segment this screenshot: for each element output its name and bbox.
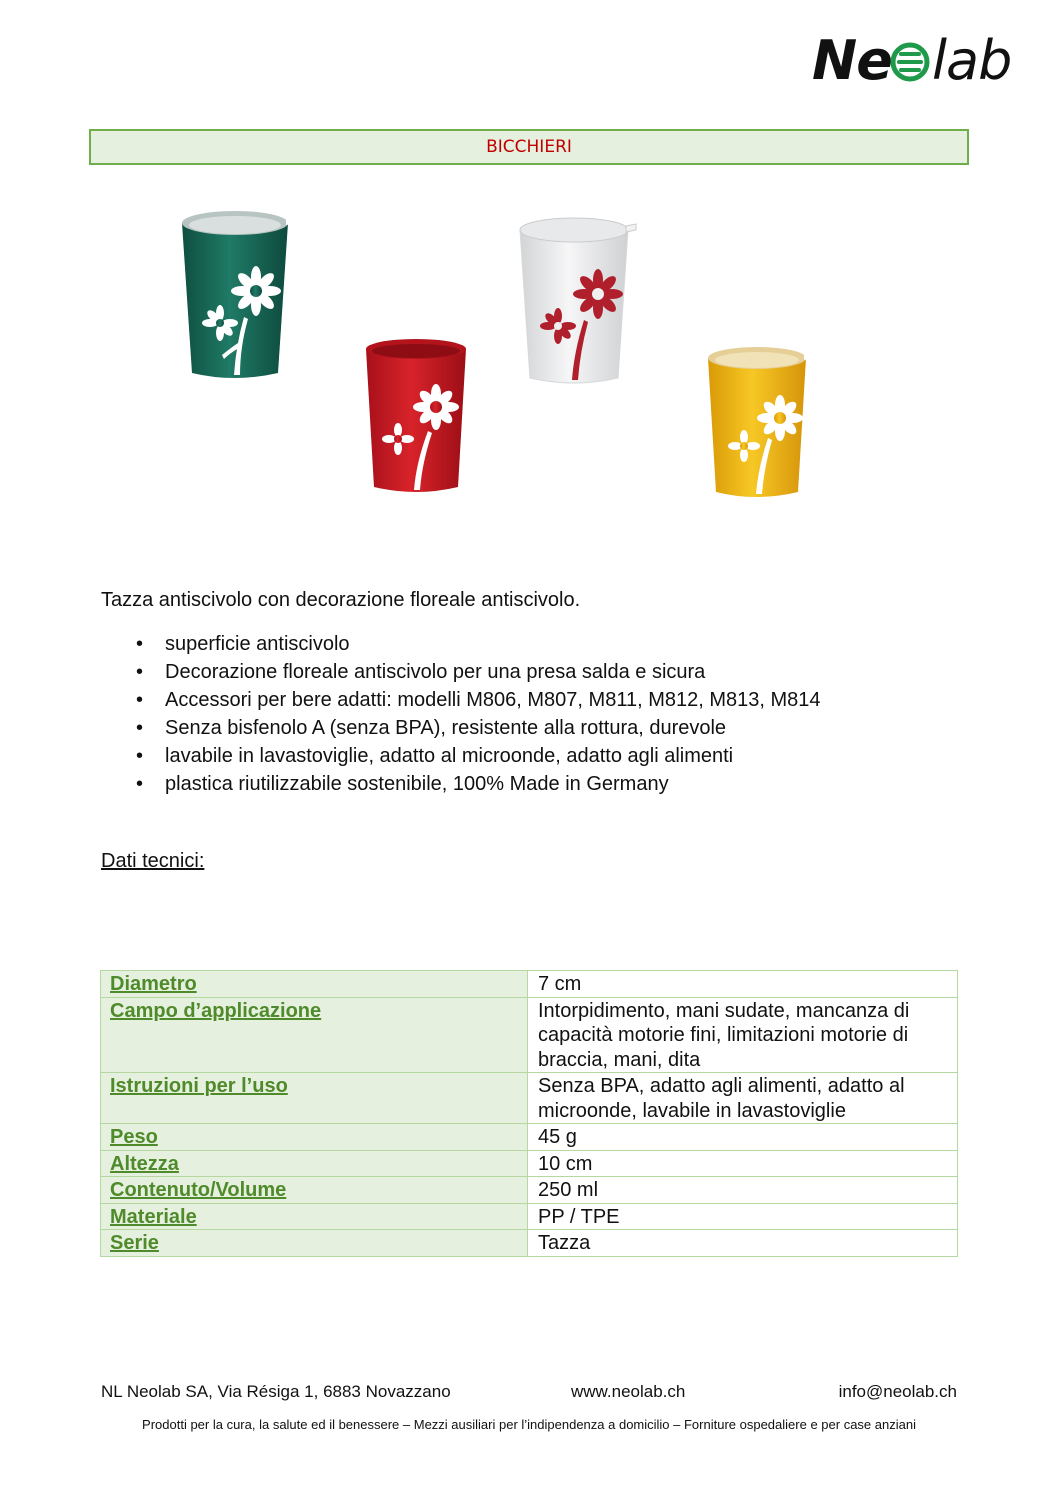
spec-value: Senza BPA, adatto agli alimenti, adatto al microonde, lavabile in lavastoviglie [528,1073,958,1124]
specs-table [100,970,958,1257]
feature-item: • Decorazione floreale antiscivolo per una presa salda e sicura [101,658,821,686]
table-row [101,1230,958,1257]
feature-item: • Senza bisfenolo A (senza BPA), resistente alla rottura, durevole [101,714,821,742]
spec-label: Campo d’applicazione [101,997,528,1073]
spec-value: 7 cm [528,971,958,998]
product-intro: Tazza antiscivolo con decorazione floreale antiscivolo. [101,589,581,611]
feature-item: • Accessori per bere adatti: modelli M806, M807, M811, M812, M813, M814 [101,686,821,714]
spec-label: Contenuto/Volume [101,1177,528,1204]
table-row [101,971,958,998]
red-cup-image [362,335,472,497]
table-row [101,1177,958,1204]
spec-value: 250 ml [528,1177,958,1204]
table-row [101,1073,958,1124]
spec-value: 10 cm [528,1150,958,1177]
neolab-logo [812,30,1012,92]
spec-value: PP / TPE [528,1203,958,1230]
spec-label: Materiale [101,1203,528,1230]
footer-website-link[interactable]: www.neolab.ch [571,1382,686,1401]
category-banner [89,129,969,165]
footer-tagline: Prodotti per la cura, la salute ed il benessere – Mezzi ausiliari per l’indipendenza a domicilio – Forniture ospedaliere e per case anziani [142,1417,916,1432]
footer-email-link[interactable]: info@neolab.ch [838,1382,957,1401]
logo-o-icon [890,42,930,82]
specs-heading: Dati tecnici: [101,850,205,872]
table-row [101,1203,958,1230]
spec-value: 45 g [528,1124,958,1151]
logo-text-left: Ne [812,29,892,92]
feature-item: • plastica riutilizzabile sostenibile, 100% Made in Germany [101,770,821,798]
table-row [101,1124,958,1151]
category-title: BICCHIERI [486,137,572,157]
spec-label: Diametro [101,971,528,998]
feature-list [101,630,821,798]
footer-address: NL Neolab SA, Via Résiga 1, 6883 Novazzano [101,1382,451,1401]
yellow-cup-image [704,342,816,502]
spec-value: Tazza [528,1230,958,1257]
table-row [101,997,958,1073]
spec-label: Serie [101,1230,528,1257]
spec-value: Intorpidimento, mani sudate, mancanza di capacità motorie fini, limitazioni motorie di braccia, mani, dita [528,997,958,1073]
feature-item: • lavabile in lavastoviglie, adatto al microonde, adatto agli alimenti [101,742,821,770]
green-cup-image [178,205,300,385]
logo-text-right: lab [932,29,1012,92]
clear-cup-image [516,212,640,390]
spec-label: Istruzioni per l’uso [101,1073,528,1124]
spec-label: Altezza [101,1150,528,1177]
table-row [101,1150,958,1177]
spec-label: Peso [101,1124,528,1151]
feature-item: • superficie antiscivolo [101,630,821,658]
